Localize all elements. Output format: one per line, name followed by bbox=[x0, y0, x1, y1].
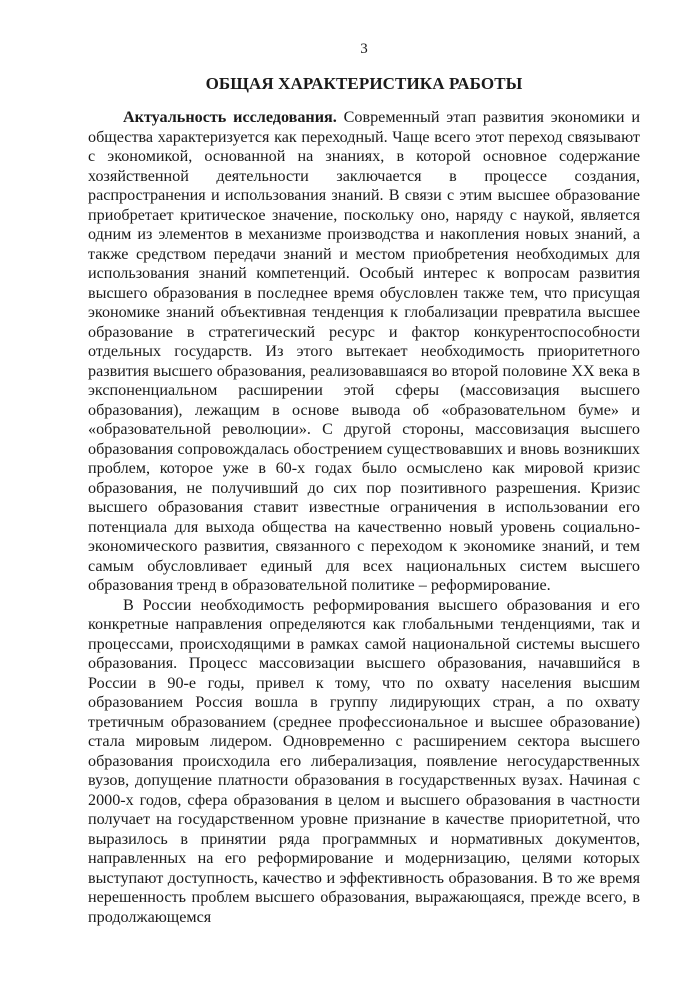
paragraph-text: В России необходимость реформирования высшего образования и его конкретные направления определяются как глобальными тенденциями, так и процессами, происходящими в рамках самой национальной системы высшего образования. Процесс массовизации высшего образования, начавшийся в России в 90-е годы, привел к тому, что по охвату населения высшим образованием Россия вошла в группу лидирующих стран, а по охвату третичным образованием (среднее профессиональное и высшее образование) стала мировым лидером. Одновременно с расширением сектора высшего образования происходила его либерализация, появление негосударственных вузов, допущение платности образования в государственных вузах. Начиная с 2000-х годов, сфера образования в целом и высшего образования в частности получает на государственном уровне признание в качестве приоритетной, что выразилось в принятии ряда программных и нормативных документов, направленных на его реформирование и модернизацию, целями которых выступают доступность, качество и эффективность образования. В то же время нерешенность проблем высшего образования, выражающаяся, прежде всего, в продолжающемся bbox=[88, 596, 640, 926]
paragraph-relevance bbox=[88, 108, 640, 596]
page-number: 3 bbox=[360, 41, 368, 57]
section-title: ОБЩАЯ ХАРАКТЕРИСТИКА РАБОТЫ bbox=[205, 74, 523, 93]
paragraph-text: Современный этап развития экономики и общества характеризуется как переходный. Чаще всего этот переход связывают с экономикой, основанной на знаниях, в которой основное содержание хозяйственной деятельности заключается в процессе создания, распространения и использования знаний. В связи с этим высшее образование приобретает критическое значение, поскольку оно, наряду с наукой, является одним из элементов в механизме производства и накопления новых знаний, а также средством передачи знаний и местом приобретения необходимых для использования знаний компетенций. Особый интерес к вопросам развития высшего образования в последнее время обусловлен также тем, что присущая экономике знаний объективная тенденция к глобализации превратила высшее образование в стратегический ресурс и фактор конкурентоспособности отдельных государств. Из этого вытекает необходимость приоритетного развития высшего образования, реализовавшаяся во второй половине XX века в экспоненциальном расширении этой сферы (массовизация высшего образования), лежащим в основе вывода об «образовательном буме» и «образовательной революции». С другой стороны, массовизация высшего образования сопровождалась обострением существовавших и вновь возникших проблем, которое уже в 60-х годах было осмыслено как мировой кризис образования, не получивший до сих пор позитивного разрешения. Кризис высшего образования ставит известные ограничения в использовании его потенциала для выхода общества на качественно новый уровень социально-экономического развития, связанного с переходом к экономике знаний, и тем самым обусловливает единый для всех национальных систем высшего образования тренд в образовательной политике – реформирование. bbox=[88, 109, 640, 594]
paragraph-russia bbox=[88, 596, 640, 928]
paragraph-lead: Актуальность исследования. bbox=[123, 109, 337, 126]
document-page bbox=[88, 40, 640, 927]
